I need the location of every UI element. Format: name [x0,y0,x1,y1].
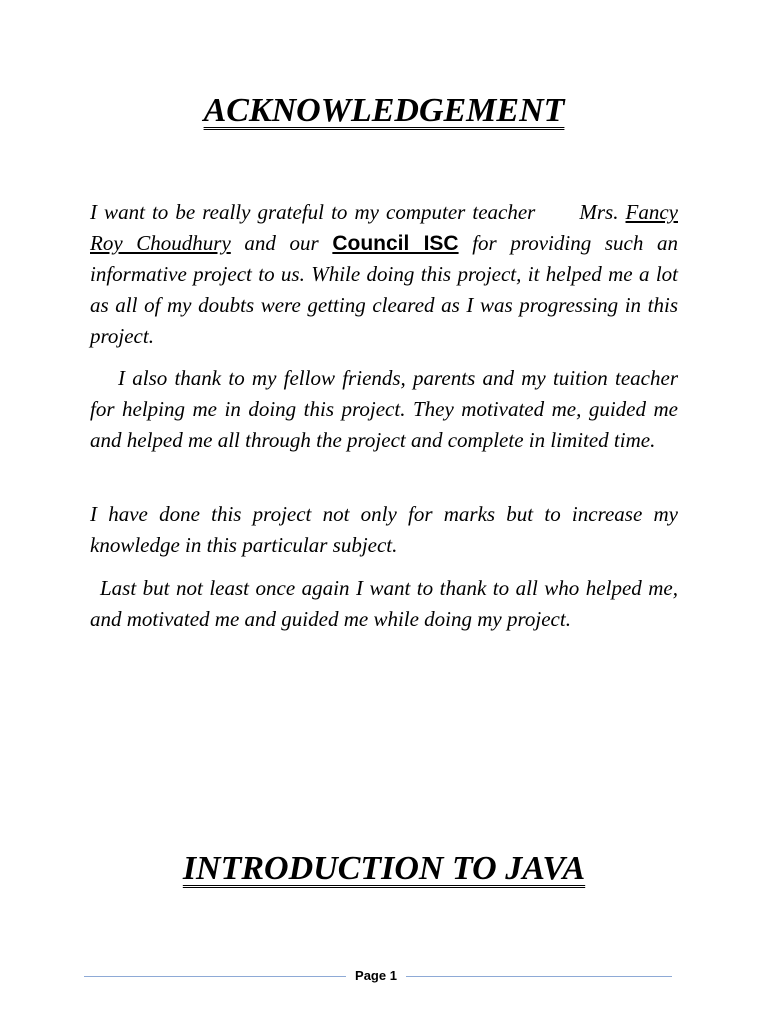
teacher-name: Fancy Roy Choudhury [90,200,678,255]
para1-connector: and our [230,231,333,255]
para2-text: I also thank to my fellow friends, parents and my tuition teacher for helping me in doing this project. They motivated me, guided me and helped me all through the project and complete in limited time. [90,366,678,452]
para1-title-honorific: Mrs. [579,200,619,224]
para1-text-end: for providing such an informative project to us. While doing this project, it helped me a lot as all of my doubts were getting cleared as I was progressing in this project. [90,231,678,348]
introduction-heading: INTRODUCTION TO JAVA [182,850,586,887]
page-number: Page 1 [355,968,397,983]
paragraph-purpose [90,499,678,561]
paragraph-thanks-friends [90,363,678,456]
para4-text: Last but not least once again I want to thank to all who helped me, and motivated me and guided me while doing my project. [90,576,678,631]
page-footer [84,966,672,988]
paragraph-gratitude-teacher [90,197,678,352]
footer-rule-right [406,976,672,977]
paragraph-closing [90,573,678,635]
para1-text-start: I want to be really grateful to my computer teacher [90,200,536,224]
acknowledgement-heading: ACKNOWLEDGEMENT [203,92,565,129]
footer-rule-left [84,976,346,977]
council-name: Council ISC [332,232,459,255]
para3-text: I have done this project not only for marks but to increase my knowledge in this particular subject. [90,502,678,557]
